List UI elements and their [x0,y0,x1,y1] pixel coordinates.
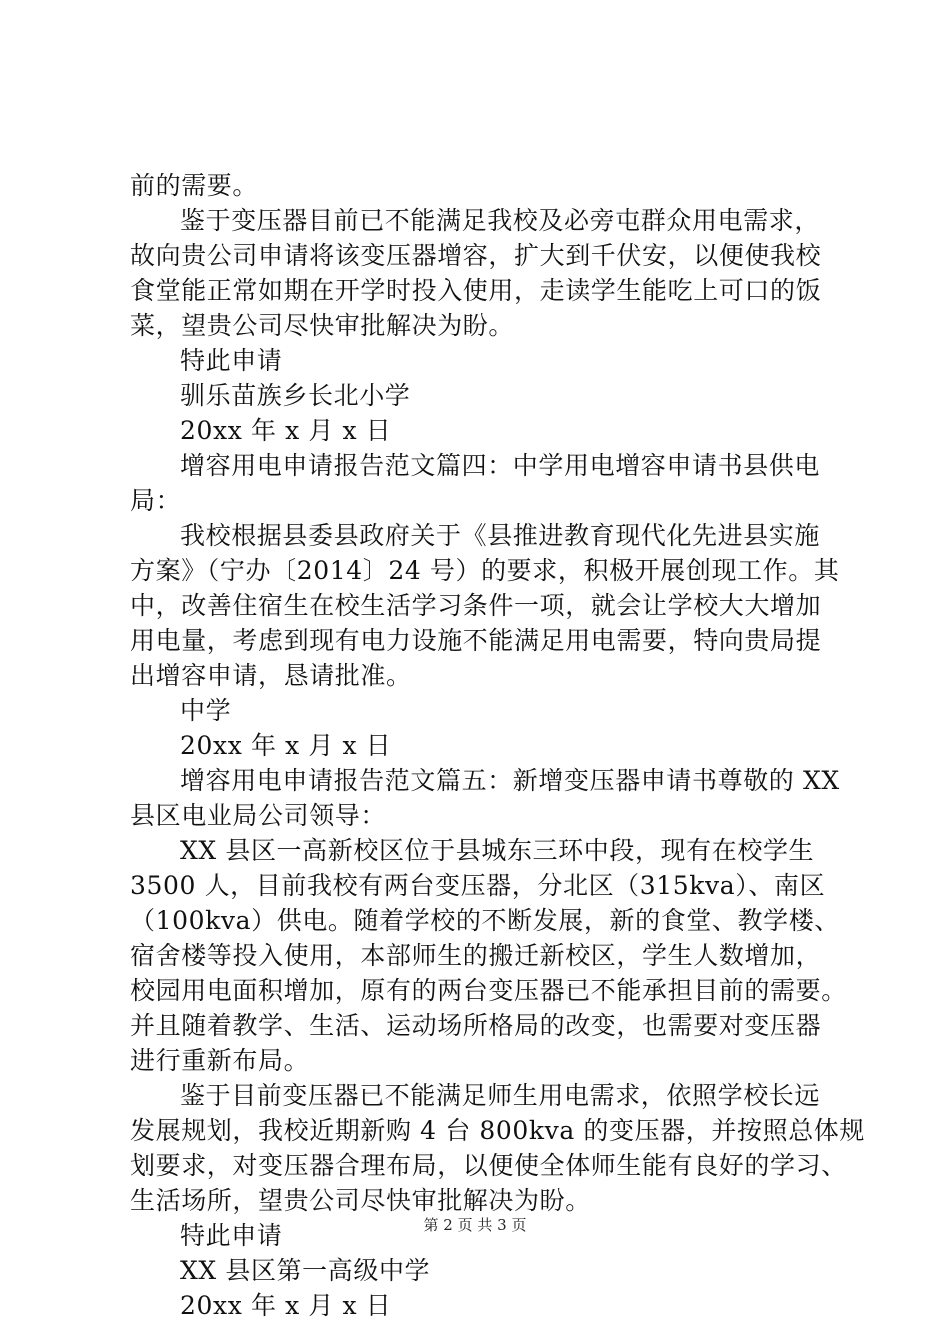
text-line: 20xx 年 x 月 x 日 [180,416,392,445]
text-line: 20xx 年 x 月 x 日 [180,1291,392,1320]
text-line: 增容用电申请报告范文篇五：新增变压器申请书尊敬的 XX [180,766,840,795]
text-line: 方案》（宁办〔2014〕24 号）的要求，积极开展创现工作。其 [130,556,840,585]
text-line: 菜，望贵公司尽快审批解决为盼。 [130,311,515,340]
page-footer: 第 2 页 共 3 页 [423,1216,527,1234]
text-line: 3500 人，目前我校有两台变压器，分北区（315kva）、南区 [130,871,826,900]
text-line: 驯乐苗族乡长北小学 [180,381,411,410]
text-line: XX 县区第一高级中学 [180,1256,431,1285]
text-line: 特此申请 [180,346,283,375]
text-line: 中，改善住宿生在校生活学习条件一项，就会让学校大大增加 [130,591,822,620]
text-line: 校园用电面积增加，原有的两台变压器已不能承担目前的需要。 [130,976,847,1005]
text-line: 局： [130,486,182,515]
text-line: 并且随着教学、生活、运动场所格局的改变，也需要对变压器 [130,1011,822,1040]
text-line: 20xx 年 x 月 x 日 [180,731,392,760]
text-line: 故向贵公司申请将该变压器增容，扩大到千伏安，以便使我校 [130,241,822,270]
text-line: 前的需要。 [130,171,259,200]
text-line: 中学 [180,696,232,725]
text-line: 划要求，对变压器合理布局，以便使全体师生能有良好的学习、 [130,1151,847,1180]
text-line: 我校根据县委县政府关于《县推进教育现代化先进县实施 [180,521,821,550]
text-line: 生活场所，望贵公司尽快审批解决为盼。 [130,1186,591,1215]
text-line: 宿舍楼等投入使用，本部师生的搬迁新校区，学生人数增加， [130,941,822,970]
text-line: 用电量，考虑到现有电力设施不能满足用电需要，特向贵局提 [130,626,822,655]
text-line: 出增容申请，恳请批准。 [130,661,412,690]
text-line: 进行重新布局。 [130,1046,310,1075]
text-line: 鉴于目前变压器已不能满足师生用电需求，依照学校长远 [180,1081,821,1110]
document-body [130,168,865,1323]
text-line: （100kva）供电。随着学校的不断发展，新的食堂、教学楼、 [130,906,840,935]
text-line: 发展规划，我校近期新购 4 台 800kva 的变压器，并按照总体规 [130,1116,865,1145]
text-line: 特此申请 [180,1221,283,1250]
text-line: 增容用电申请报告范文篇四：中学用电增容申请书县供电 [180,451,821,480]
text-line: 鉴于变压器目前已不能满足我校及必旁屯群众用电需求， [180,206,821,235]
text-line: 食堂能正常如期在开学时投入使用，走读学生能吃上可口的饭 [130,276,822,305]
text-line: 县区电业局公司领导： [130,801,387,830]
text-line: XX 县区一高新校区位于县城东三环中段，现有在校学生 [180,836,815,865]
